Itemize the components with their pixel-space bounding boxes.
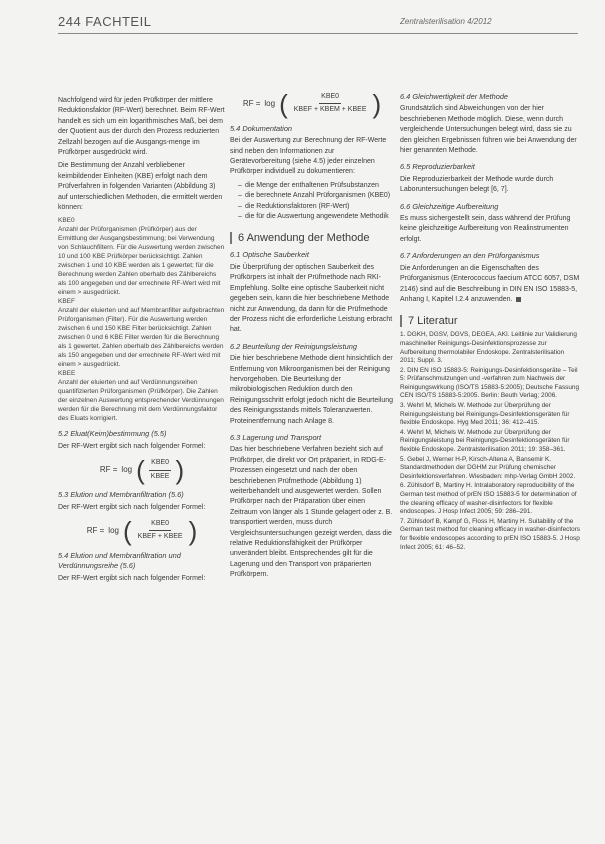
paren-close: ) (372, 88, 382, 119)
section-heading: 6.7 Anforderungen an den Prüforganismus (400, 251, 540, 261)
section-heading: 5.2 Eluat(Keim)bestimmung (5.5) (58, 429, 167, 439)
paragraph: Die Überprüfung der optischen Sauberkeit des Prüfkörpers ist inhalt der Prüfmethode nach RKI-Empfehlung. Sollte eine optische Sauberkeit nicht gegeben sein, kann die hier beschriebene Methode nicht zur Anwendung, da dann für die Prüfmethode der Prozess nicht die erforderliche Leistung erbracht hat. (230, 263, 393, 334)
formula (230, 88, 394, 119)
formula-log: log (108, 525, 119, 535)
list-item: – die berechnete Anzahl Prüforganismen (KBE0) (238, 191, 394, 201)
reference-item: 4. Wehrl M, Michels W. Methode zur Überprüfung der Reinigungsleistung bei Reinigungs-Desinfektionsgeräten für flexible Endoskope. Zentralsterilisation 2011; 19: 358–361. (400, 428, 570, 454)
reference-item: 2. DIN EN ISO 15883-5: Reinigungs-Desinfektionsgeräte – Teil 5: Prüfanschmutzungen und -verfahren zum Nachweis der Reinigungswirkung (ISO/TS 15883-5:2005); Deutsche Fassung CEN ISO/TS 15883-5:2005. Berlin: Beuth Verlag; 2006. (400, 366, 580, 400)
section-heading: 5.3 Elution und Membranfiltration (5.6) (58, 490, 184, 500)
section-heading: 6.1 Optische Sauberkeit (230, 250, 309, 260)
abbr-key: KBEE (58, 370, 76, 378)
fraction (136, 519, 185, 543)
formula-log: log (264, 98, 276, 108)
heading-bar (230, 232, 232, 244)
denominator: KBEE (150, 472, 170, 480)
section-heading: 6.3 Lagerung und Transport (230, 432, 322, 442)
reference-item: 6. Zühlsdorf B, Martiny H. Intralaboratory reproducibility of the German test method of prEN ISO 15883-5 for determination of the cleaning efficacy of washer-disinfectors for flexible endoscopes. J Hosp Infect 2005; 59: 286–291. (400, 482, 577, 516)
reference-item: 1. DGKH, DGSV, DGVS, DEGEA, AKI. Leitlinie zur Validierung maschineller Reinigungs-Desinfektionsprozesse zur Aufbereitung thermolabiler Endoskope. Zentralsterilisation 2011; Suppl. 3. (400, 331, 577, 365)
column-middle (230, 88, 394, 584)
formula-lhs: RF = (242, 98, 261, 108)
denominator: KBEF + KBEE (137, 533, 183, 541)
abbr-text: Anzahl der Prüforganismen (Prüfkörper) aus der Ermittlung der Ausgangsbestimmung; bei Verwendung von Schlauchfiltern. Für die Auswertung werden zwischen 10 und 100 KBE Prüfkörper berücksichtigt. Zahlen zwischen 1 und 10 KBE werden als 1 gewertet; für die Berechnung werden Zahlen oberhalb des Zählbereichs als 100 angegeben und der errechnete RF-Wert wird mit einem > ausgedrückt. (58, 226, 225, 297)
paragraph: Der RF-Wert ergibt sich nach folgender Formel: (58, 574, 206, 582)
formula (58, 515, 226, 546)
paragraph: Die Reproduzierbarkeit der Methode wurde durch Laboruntersuchungen belegt [6, 7]. (400, 175, 554, 194)
paren-open: ( (136, 455, 145, 486)
abbr-text: Anzahl der eluierten und auf Verdünnungsreihen quantifizierten Prüforganismen (Prüfkörper). Die Zahlen der einzelnen Auswertung entsprechender Verdünnungen werden für die Berechnung mit dem Verdünnungsfaktor des Eluats korrigiert. (58, 379, 224, 423)
paragraph: Der RF-Wert ergibt sich nach folgender Formel: (58, 503, 206, 511)
list-item: – die für die Auswertung angewendete Methodik (238, 212, 394, 222)
paragraph: Grundsätzlich sind Abweichungen von der hier beschriebenen Methode möglich. Diese, wenn durch vergleichende Untersuchungen belegt wird, dass sie zu den gleichen Ergebnissen führen wie bei Anwendung der hier genannten Methode. (400, 105, 577, 155)
section-heading: 6.2 Beurteilung der Reinigungsleistung (230, 341, 357, 351)
paragraph: Nachfolgend wird für jeden Prüfkörper der mittlere Reduktionsfaktor (RF-Wert) berechnet. Beim RF-Wert handelt es sich um ein logarithmisches Maß, bei dem der Quotient aus der durch den Prozess reduzierten Zellzahl bezogen auf die Ausgangs-menge im Prüfkörper ausgedrückt wird. (58, 97, 225, 157)
paren-close: ) (188, 515, 198, 546)
paragraph: Es muss sichergestellt sein, dass während der Prüfung keine gleichzeitige Aufbereitung von Realinstrumenten erfolgt. (400, 215, 571, 243)
abbr-key: KBE0 (58, 217, 75, 225)
reference-item: 5. Gebel J, Werner H-P, Kirsch-Altena A, Bansemir K. Standardmethoden der DGHM zur Prüfung chemischer Desinfektionsverfahren. Wiesbaden: mhp-Verlag GmbH 2002. (400, 455, 576, 480)
reference-item: 7. Zühlsdorf B, Kampf G, Floss H, Martiny H. Suitability of the German test method for cleaning efficacy in washer-disinfectors for flexible endoscopes according to prEN ISO 15883-5. J Hosp Infect 2005; 61: 46–52. (400, 517, 580, 551)
header-rule (58, 33, 578, 34)
section-heading: 5.4 Dokumentation (230, 123, 293, 133)
paren-open: ( (122, 515, 132, 546)
reference-list (400, 331, 580, 552)
section-heading: 6.4 Gleichwertigkeit der Methode (400, 92, 509, 101)
denominator: KBEF + KBEM + KBEE (293, 106, 367, 114)
formula-log: log (121, 464, 133, 474)
paragraph: Der RF-Wert ergibt sich nach folgender Formel: (58, 442, 206, 450)
formula-lhs: RF = (99, 464, 118, 474)
abbr-text: Anzahl der eluierten und auf Membranfilter aufgebrachten Prüforganismen (Filter). Für die Auswertung werden zwischen 6 und 150 KBE Filter berücksichtigt. Zahlen zwischen 0 und 6 KBE Filter werden für die Berechnung als 1 gewertet. Zahlen oberhalb des Zählbereichs werden als 150 angegeben und der errechnete RF-Wert wird mit einem > ausgedrückt. (58, 307, 225, 369)
journal-name: Zentralsterilisation 4/2012 (400, 17, 492, 26)
formula-lhs: RF = (86, 525, 105, 535)
page-section-header: 244 FACHTEIL (58, 14, 152, 29)
section-heading: 6.6 Gleichzeitige Aufbereitung (400, 201, 499, 211)
numerator: KBE0 (149, 458, 171, 470)
fraction (149, 458, 172, 482)
column-left (58, 96, 226, 587)
paragraph: Das hier beschriebene Verfahren bezieht sich auf Prüfkörper, die direkt vor Ort präpariert, in RDG-E-Prozessen eingesetzt und nach der oben beschriebenen Prüfmethode (Abbildung 1) weiterbehandelt und ausgewertet werden. Sollen Prüfkörper nach der Präparation über einen Zeitraum von länger als 1 Stunde gelagert oder z. B. transportiert werden, muss durch Vergleichsuntersuchungen gezeigt werden, dass die relative Reduktionsfähigkeit der Prüfkörper unverändert bleibt. Entsprechendes gilt für die Lagerung und den Transport von präparierten Prüfkörpern. (230, 446, 393, 579)
section-heading: 6.5 Reproduzierbarkeit (400, 162, 475, 172)
chapter-heading (230, 232, 394, 244)
formula (58, 455, 226, 486)
abbr-key: KBEF (58, 298, 75, 306)
paragraph: Bei der Auswertung zur Berechnung der RF-Werte sind neben den Informationen zur Gerätevorbereitung (siehe 4.5) jeder einzelnen Prüfkörper individuell zu dokumentieren: (230, 137, 387, 176)
reference-item: 3. Wehrl M, Michels W. Methode zur Überprüfung der Reinigungsleistung bei Reinigungs-Desinfektionsgeräten für flexible Endoskope. Hyg Med 2011; 36: 412–415. (400, 402, 570, 427)
numerator: KBE0 (149, 519, 171, 531)
section-heading: 5.4 Elution und Membranfiltration und Verdünnungsreihe (5.6) (58, 550, 181, 571)
column-right (400, 92, 580, 553)
chapter-heading (400, 315, 580, 327)
numerator: KBE0 (319, 92, 341, 104)
paren-close: ) (175, 455, 185, 486)
chapter-title: 7 Literatur (408, 315, 458, 328)
chapter-title: 6 Anwendung der Methode (238, 232, 370, 245)
end-mark-icon (516, 297, 521, 302)
paragraph: Die Bestimmung der Anzahl verbliebener keimbildender Einheiten (KBE) erfolgt nach dem Prüfverfahren in folgenden Varianten (Abbildung 3) auf unterschiedlichen Methoden, die ermittelt werden können: (58, 162, 223, 212)
list-item: – die Reduktionsfaktoren (RF-Wert) (238, 202, 394, 212)
heading-bar (400, 315, 402, 327)
list-item: – die Menge der enthaltenen Prüfsubstanzen (238, 181, 394, 191)
paragraph-text: Die Anforderungen an die Eigenschaften des Prüforganismus (Enterococcus faecium ATCC 6057, DSM 2146) sind auf die Beschreibung in DIN EN ISO 15883-5, Anhang I, Kapitel I.2.4 anzuwenden. (400, 264, 580, 303)
paragraph (400, 264, 580, 306)
paren-open: ( (279, 88, 288, 119)
bullet-list (230, 181, 394, 223)
abbreviation-list (58, 216, 226, 423)
paragraph: Die hier beschriebene Methode dient hinsichtlich der Entfernung von Mikroorganismen bei der Reinigung hervorgehoben. Die Beurteilung der mikrobiologischen Reduktion durch den Reinigungsschritt erfolgt jedoch nicht die Beurteilung des Reinigungsstands mittels Toleranzwerten. Proteinentfernung nach Anlage 8. (230, 355, 394, 425)
fraction (292, 92, 369, 116)
